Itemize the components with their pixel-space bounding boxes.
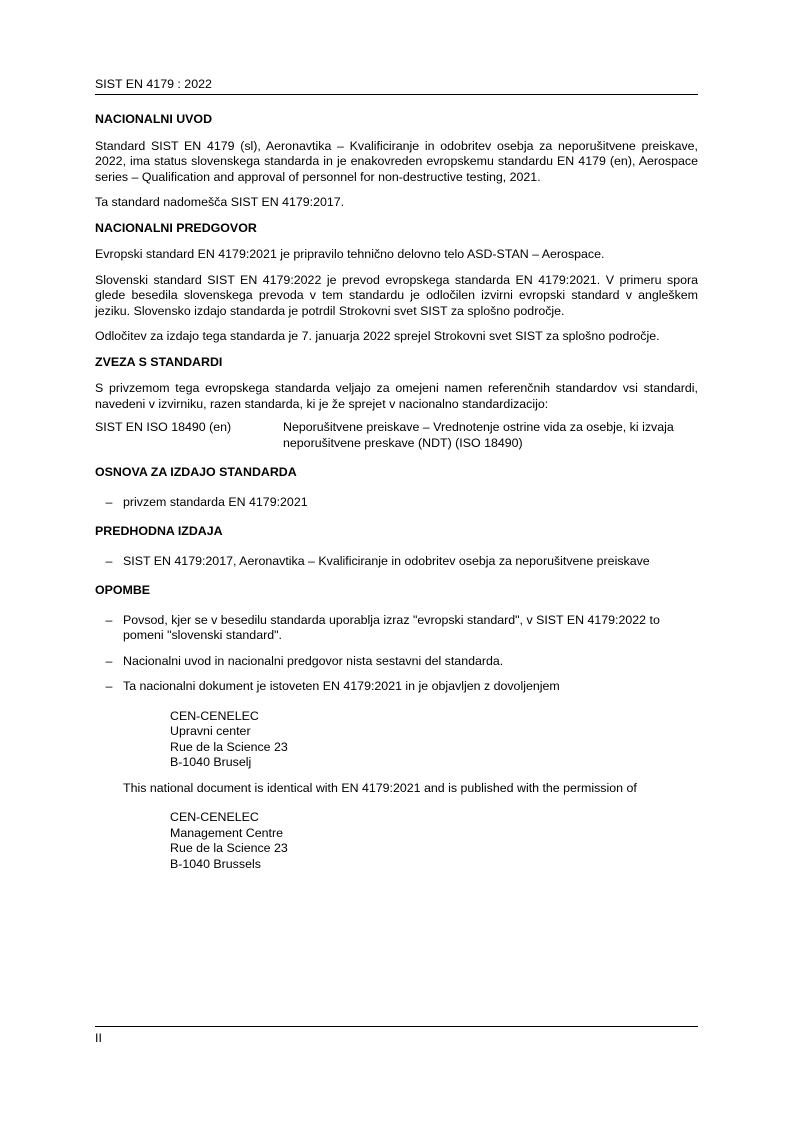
english-note: This national document is identical with EN 4179:2021 and is published with the permission of	[123, 780, 637, 795]
page-number: II	[95, 1031, 102, 1045]
reference-title: Neporušitvene preiskave – Vrednotenje ostrine vida za osebje, ki izvaja neporušitvene preskave (NDT) (ISO 18490)	[283, 420, 674, 450]
section-heading-zveza: ZVEZA S STANDARDI	[95, 354, 223, 369]
dash-bullet: –	[105, 494, 113, 509]
address-block-sl	[170, 709, 698, 771]
list-item	[95, 654, 698, 670]
predhodna-item-1: SIST EN 4179:2017, Aeronavtika – Kvalificiranje in odobritev osebja za neporušitvene preiskave	[123, 553, 650, 568]
page-content	[95, 112, 698, 872]
address-line: Rue de la Science 23	[170, 841, 288, 855]
page-footer	[95, 1026, 698, 1046]
address-line: CEN-CENELEC	[170, 708, 259, 723]
dash-bullet: –	[105, 679, 113, 693]
section-heading-uvod: NACIONALNI UVOD	[95, 112, 213, 126]
opombe-item-2: Nacionalni uvod in nacionalni predgovor nista sestavni del standarda.	[123, 653, 504, 668]
list-item	[95, 554, 698, 570]
section-heading-osnova: OSNOVA ZA IZDAJO STANDARDA	[95, 465, 297, 479]
section-heading-predhodna: PREDHODNA IZDAJA	[95, 524, 223, 538]
address-line: Rue de la Science 23	[170, 739, 288, 754]
list-item	[95, 613, 698, 644]
uvod-paragraph-2: Ta standard nadomešča SIST EN 4179:2017.	[95, 195, 345, 209]
list-item	[95, 679, 698, 695]
section-heading-opombe: OPOMBE	[95, 583, 151, 597]
uvod-paragraph-1: Standard SIST EN 4179 (sl), Aeronavtika – Kvalificiranje in odobritev osebja za neporušitvene preiskave, 2022, ima status slovenskega standarda in je enakovreden evropskemu standardu EN 4179 (en), Aerospace series – Qualification and approval of personnel for non-destructive testing, 2021.	[95, 138, 698, 184]
list-item	[95, 495, 698, 511]
reference-code: SIST EN ISO 18490 (en)	[95, 420, 232, 434]
opombe-item-1: Povsod, kjer se v besedilu standarda uporablja izraz "evropski standard", v SIST EN 4179:2022 to pomeni "slovenski standard".	[123, 612, 660, 642]
osnova-item-1: privzem standarda EN 4179:2021	[123, 494, 308, 509]
reference-row	[95, 420, 698, 451]
address-block-en	[170, 810, 698, 872]
predgovor-paragraph-3: Odločitev za izdajo tega standarda je 7. januarja 2022 sprejel Strokovni svet SIST za splošno področje.	[95, 329, 660, 343]
dash-bullet: –	[105, 653, 113, 668]
predgovor-paragraph-1: Evropski standard EN 4179:2021 je pripravilo tehnično delovno telo ASD-STAN – Aerospace.	[95, 247, 605, 261]
address-line: Upravni center	[170, 724, 251, 738]
address-line: CEN-CENELEC	[170, 810, 259, 824]
page-header: SIST EN 4179 : 2022	[95, 76, 698, 95]
opombe-item-3: Ta nacionalni dokument je istoveten EN 4179:2021 in je objavljen z dovoljenjem	[123, 679, 560, 693]
address-line: Management Centre	[170, 825, 283, 840]
predgovor-paragraph-2: Slovenski standard SIST EN 4179:2022 je prevod evropskega standarda EN 4179:2021. V primeru spora glede besedila slovenskega prevoda v tem standardu je odločilen izvirni evropski standard v angleškem jeziku. Slovensko izdajo standarda je potrdil Strokovni svet SIST za splošno področje.	[95, 272, 698, 318]
address-line: B-1040 Brussels	[170, 856, 261, 871]
dash-bullet: –	[105, 612, 113, 627]
address-line: B-1040 Bruselj	[170, 755, 252, 769]
dash-bullet: –	[105, 553, 113, 568]
section-heading-predgovor: NACIONALNI PREDGOVOR	[95, 220, 257, 235]
zveza-paragraph-1: S privzemom tega evropskega standarda veljajo za omejeni namen referenčnih standardov vsi standardi, navedeni v izvirniku, razen standarda, ki je že sprejet v nacionalno standardizacijo:	[95, 381, 698, 411]
